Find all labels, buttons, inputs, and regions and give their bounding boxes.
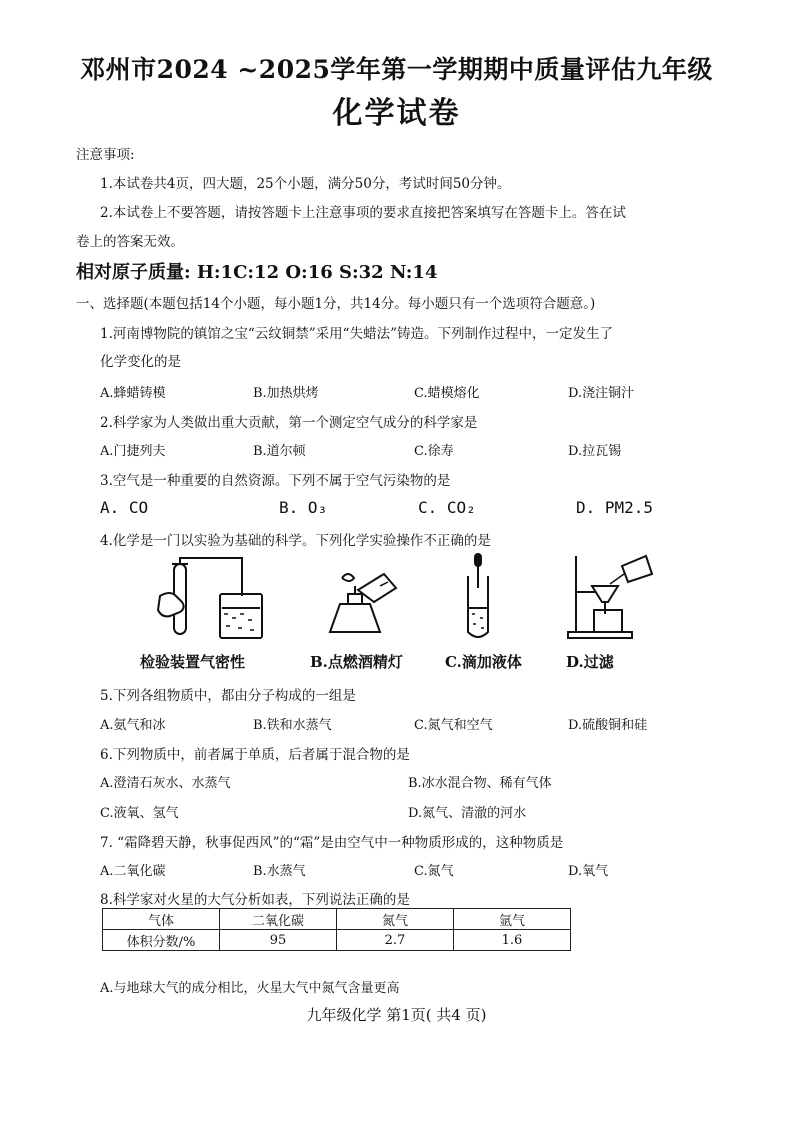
q2-stem: 2.科学家为人类做出重大贡献，第一个测定空气成分的科学家是 xyxy=(100,415,478,431)
q4-stem: 4.化学是一门以实验为基础的科学。下列化学实验操作不正确的是 xyxy=(100,533,491,549)
q1-stem-b: 化学变化的是 xyxy=(100,354,181,370)
table-cell: 2.7 xyxy=(337,930,454,951)
q3-option-c: C. CO₂ xyxy=(418,498,476,517)
q5-stem: 5.下列各组物质中，都由分子构成的一组是 xyxy=(100,688,356,704)
table-cell: 95 xyxy=(220,930,337,951)
q8-stem: 8.科学家对火星的大气分析如表，下列说法正确的是 xyxy=(100,892,410,908)
q1-option-a: A.蜂蜡铸模 xyxy=(100,386,166,401)
mars-atmosphere-table xyxy=(102,908,571,951)
table-cell: 氩气 xyxy=(454,909,571,930)
q6-stem: 6.下列物质中，前者属于单质，后者属于混合物的是 xyxy=(100,747,410,763)
q3-option-a: A. CO xyxy=(100,498,149,517)
q6-option-a: A.澄清石灰水、水蒸气 xyxy=(100,776,231,791)
q7-stem: 7. “霜降碧天静，秋事促西风”的“霜”是由空气中一种物质形成的，这种物质是 xyxy=(100,835,564,851)
notice-item-2b: 卷上的答案无效。 xyxy=(76,234,184,250)
q5-option-b: B.铁和水蒸气 xyxy=(253,718,332,733)
notice-item-1: 1.本试卷共4页，四大题，25个小题，满分50分，考试时间50分钟。 xyxy=(100,176,511,192)
q3-option-d: D. PM2.5 xyxy=(576,498,654,517)
table-cell: 气体 xyxy=(103,909,220,930)
q7-option-b: B.水蒸气 xyxy=(253,864,306,879)
airtightness-check-illustration xyxy=(150,556,270,642)
q3-stem: 3.空气是一种重要的自然资源。下列不属于空气污染物的是 xyxy=(100,473,451,489)
q7-option-d: D.氧气 xyxy=(568,864,609,879)
q4-caption-b: B.点燃酒精灯 xyxy=(310,653,403,671)
q7-option-a: A.二氧化碳 xyxy=(100,864,166,879)
q1-option-b: B.加热烘烤 xyxy=(253,386,319,401)
exam-title-line1: 邓州市2024 ~2025学年第一学期期中质量评估九年级 xyxy=(80,55,713,84)
q6-option-c: C.液氧、氢气 xyxy=(100,806,179,821)
q4-caption-d: D.过滤 xyxy=(566,653,614,671)
exam-title-line2: 化学试卷 xyxy=(332,96,461,131)
q7-option-c: C.氮气 xyxy=(414,864,454,879)
notice-heading: 注意事项: xyxy=(76,147,135,163)
page-footer: 九年级化学 第1页( 共4 页) xyxy=(306,1006,487,1024)
table-cell: 体积分数/% xyxy=(103,930,220,951)
q1-stem-a: 1.河南博物院的镇馆之宝“云纹铜禁”采用“失蜡法”铸造。下列制作过程中，一定发生了 xyxy=(100,326,613,342)
q1-option-d: D.浇注铜汁 xyxy=(568,386,635,401)
section1-heading: 一、选择题(本题包括14个小题，每小题1分，共14分。每小题只有一个选项符合题意。) xyxy=(76,296,596,312)
q2-option-d: D.拉瓦锡 xyxy=(568,444,622,459)
table-cell: 二氧化碳 xyxy=(220,909,337,930)
table-row xyxy=(103,930,571,951)
q5-option-a: A.氨气和冰 xyxy=(100,718,166,733)
filtration-illustration xyxy=(562,552,658,642)
q2-option-b: B.道尔顿 xyxy=(253,444,306,459)
q2-option-a: A.门捷列夫 xyxy=(100,444,166,459)
q5-option-c: C.氮气和空气 xyxy=(414,718,493,733)
table-cell: 氮气 xyxy=(337,909,454,930)
q5-option-d: D.硫酸铜和硅 xyxy=(568,718,648,733)
alcohol-lamp-illustration xyxy=(322,568,402,638)
notice-item-2a: 2.本试卷上不要答题，请按答题卡上注意事项的要求直接把答案填写在答题卡上。答在试 xyxy=(100,205,626,221)
q3-option-b: B. O₃ xyxy=(279,498,328,517)
q1-option-c: C.蜡模熔化 xyxy=(414,386,480,401)
q6-option-d: D.氮气、清澈的河水 xyxy=(408,806,527,821)
q6-option-b: B.冰水混合物、稀有气体 xyxy=(408,776,552,791)
q4-caption-a: 检验装置气密性 xyxy=(140,653,246,671)
q4-caption-c: C.滴加液体 xyxy=(445,653,522,671)
table-cell: 1.6 xyxy=(454,930,571,951)
q8-option-a: A.与地球大气的成分相比，火星大气中氮气含量更高 xyxy=(100,981,400,996)
table-header-row xyxy=(103,909,571,930)
q2-option-c: C.徐寿 xyxy=(414,444,454,459)
dropper-test-tube-illustration xyxy=(458,552,498,642)
atomic-mass-line: 相对原子质量: H:1C:12 O:16 S:32 N:14 xyxy=(76,262,438,283)
